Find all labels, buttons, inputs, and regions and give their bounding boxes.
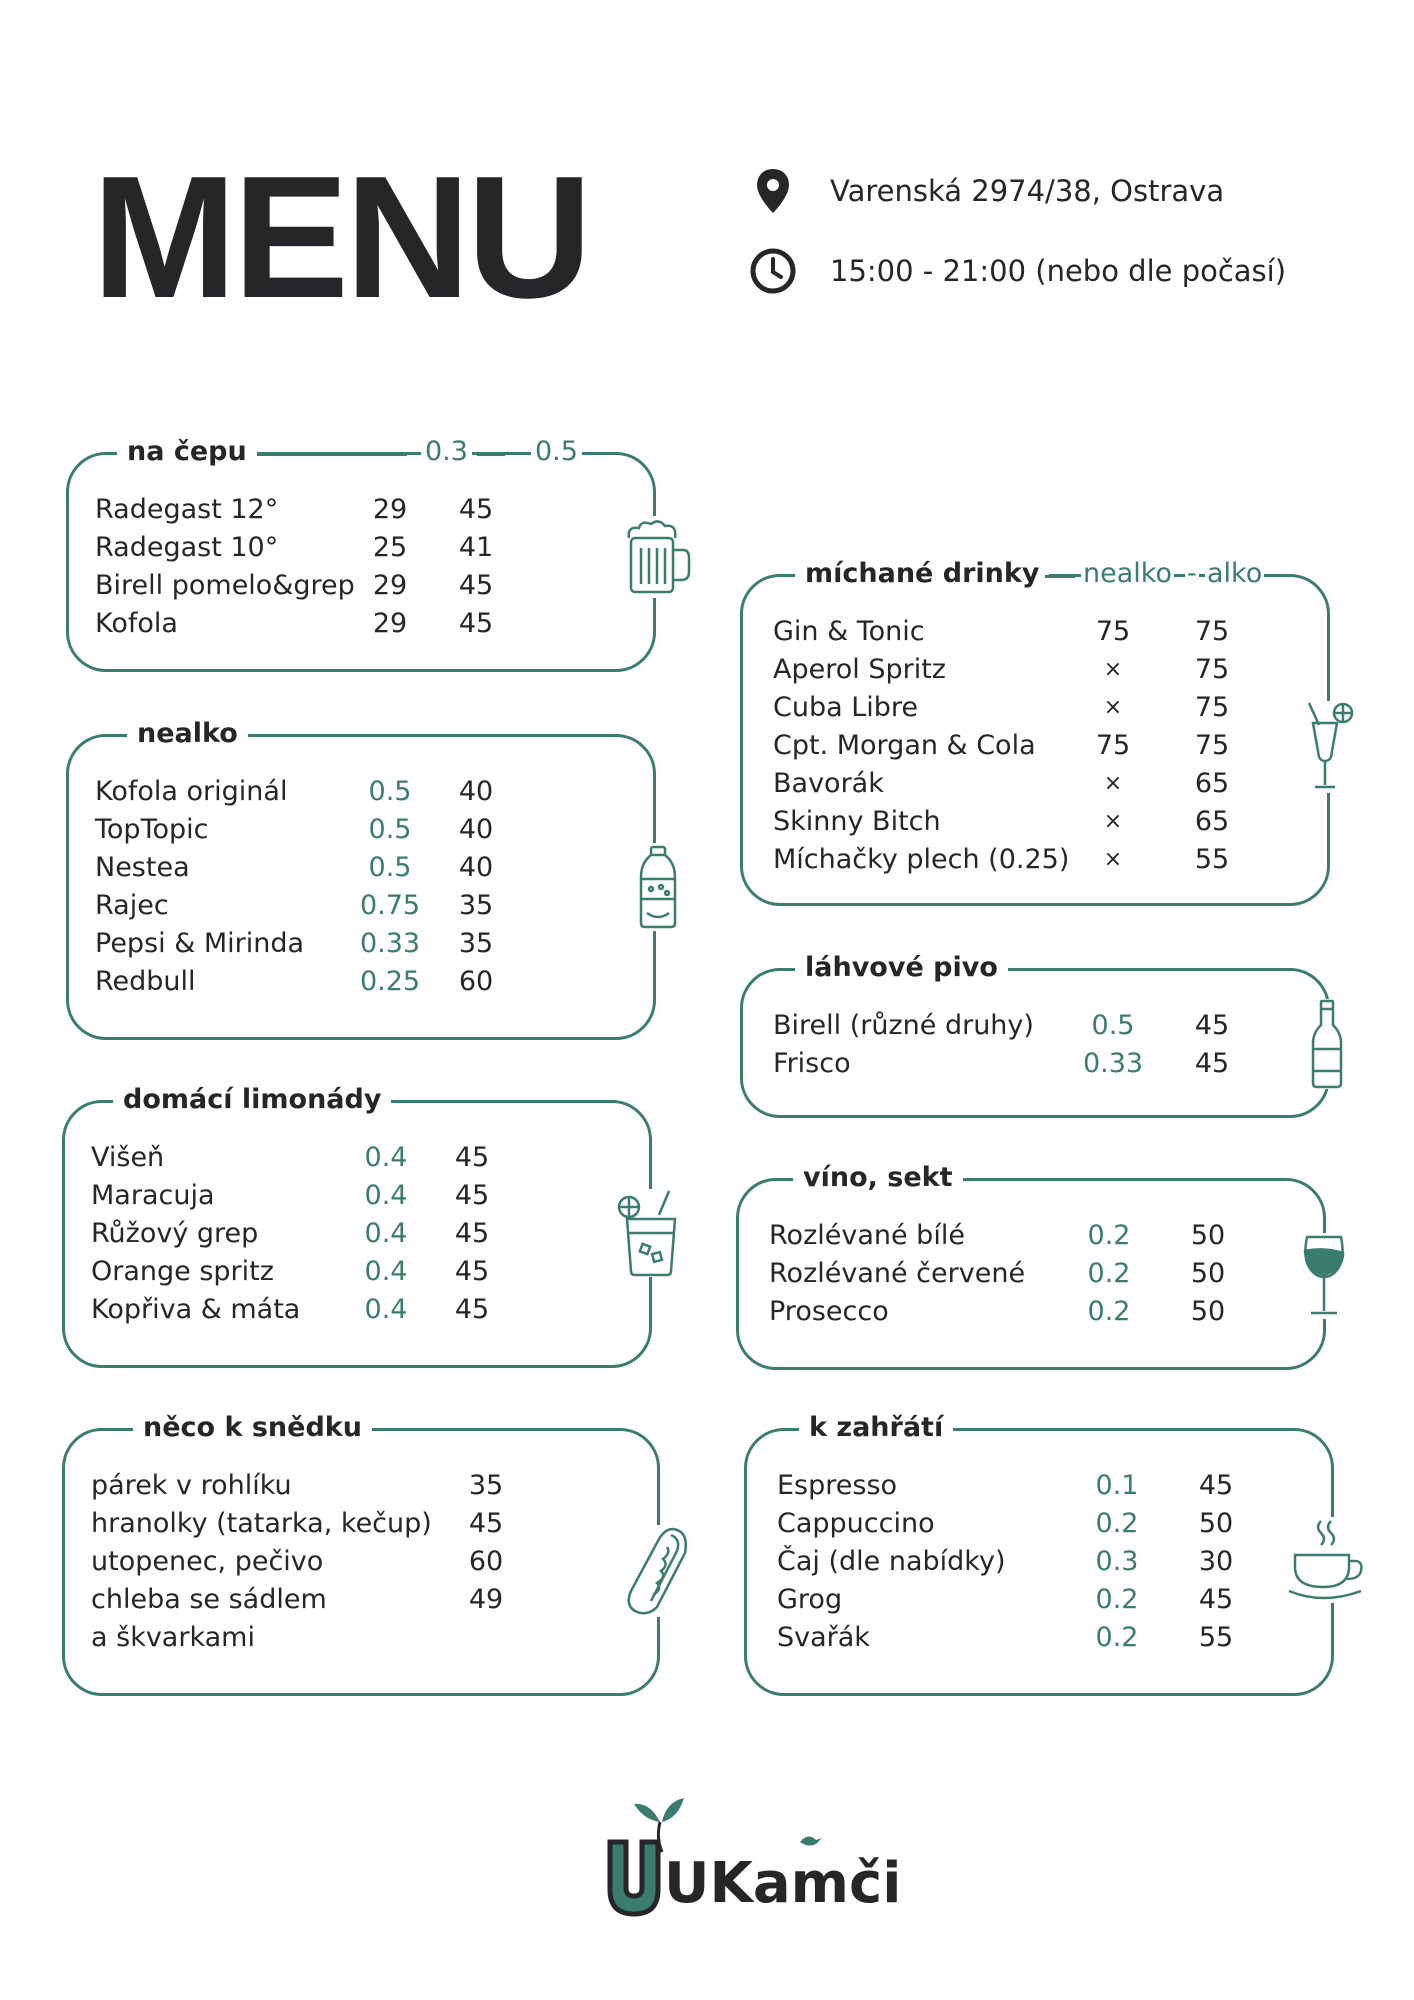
item-name: Birell (různé druhy) — [773, 1010, 1034, 1041]
column-header-separator: - — [1187, 558, 1197, 589]
item-price-small: 29 — [372, 608, 408, 639]
item-name: Višeň — [91, 1142, 165, 1173]
menu-item-row — [65, 1253, 649, 1291]
address-line — [748, 166, 1224, 216]
item-price: 55 — [1198, 1622, 1234, 1653]
item-price: 45 — [1198, 1584, 1234, 1615]
menu-item-row — [739, 1293, 1323, 1331]
section-title: na čepu — [117, 435, 257, 469]
item-price: 30 — [1198, 1546, 1234, 1577]
item-volume: 0.25 — [359, 966, 421, 997]
item-volume: 0.5 — [1091, 1010, 1135, 1041]
coffee-cup-icon — [1287, 1517, 1367, 1603]
item-price: 50 — [1190, 1296, 1226, 1327]
menu-item-row — [69, 925, 653, 963]
menu-item-row — [743, 803, 1327, 841]
item-name: Rozlévané bílé — [769, 1220, 965, 1251]
bottle-icon — [629, 843, 687, 931]
item-price: 75 — [1194, 730, 1230, 761]
item-name: Cuba Libre — [773, 692, 919, 723]
item-name: utopenec, pečivo — [91, 1546, 324, 1577]
menu-item-row — [743, 613, 1327, 651]
item-price-small: × — [1103, 657, 1123, 682]
section-k-zahrati — [744, 1412, 1334, 1696]
item-price-small: 75 — [1095, 616, 1131, 647]
item-volume: 0.2 — [1087, 1258, 1131, 1289]
item-volume: 0.4 — [364, 1218, 408, 1249]
item-name: Birell pomelo&grep — [95, 570, 355, 601]
item-name: Frisco — [773, 1048, 851, 1079]
section-lahvove-pivo — [740, 952, 1330, 1118]
menu-item-row — [743, 841, 1327, 879]
section-title: domácí limonády — [113, 1083, 391, 1117]
item-name: Růžový grep — [91, 1218, 259, 1249]
item-volume: 0.2 — [1095, 1508, 1139, 1539]
item-price: 45 — [1198, 1470, 1234, 1501]
item-volume: 0.75 — [359, 890, 421, 921]
item-volume: 0.2 — [1087, 1296, 1131, 1327]
menu-item-row — [747, 1619, 1331, 1657]
item-name: Kofola — [95, 608, 178, 639]
menu-item-row — [69, 605, 653, 643]
menu-item-row — [65, 1581, 657, 1619]
menu-item-row — [69, 529, 653, 567]
item-price: 50 — [1190, 1258, 1226, 1289]
menu-item-row — [743, 1007, 1327, 1045]
item-price: 49 — [468, 1584, 504, 1615]
section-title: míchané drinky — [795, 557, 1049, 591]
hotdog-icon — [623, 1525, 693, 1617]
item-name: Orange spritz — [91, 1256, 274, 1287]
item-name: Skinny Bitch — [773, 806, 941, 837]
section-title: víno, sekt — [793, 1161, 963, 1195]
item-name: Pepsi & Mirinda — [95, 928, 305, 959]
beer-mug-icon — [621, 516, 697, 598]
item-name: párek v rohlíku — [91, 1470, 292, 1501]
menu-item-row — [747, 1467, 1331, 1505]
menu-item-row — [65, 1215, 649, 1253]
item-name: Bavorák — [773, 768, 884, 799]
item-price-small: × — [1103, 771, 1123, 796]
menu-item-row — [743, 727, 1327, 765]
section-michane-drinky — [740, 558, 1330, 906]
item-name: Radegast 12° — [95, 494, 279, 525]
item-volume: 0.4 — [364, 1256, 408, 1287]
item-volume: 0.33 — [1082, 1048, 1144, 1079]
section-neco-k-snedku — [62, 1412, 660, 1696]
lemonade-icon — [613, 1189, 689, 1277]
item-name: Rajec — [95, 890, 169, 921]
item-price: 41 — [458, 532, 494, 563]
item-volume: 0.5 — [368, 852, 412, 883]
item-name: Prosecco — [769, 1296, 889, 1327]
item-price: 40 — [458, 814, 494, 845]
menu-item-row — [743, 651, 1327, 689]
item-name: Redbull — [95, 966, 196, 997]
item-price-small: × — [1103, 809, 1123, 834]
menu-item-row — [69, 773, 653, 811]
address-text: Varenská 2974/38, Ostrava — [830, 174, 1225, 208]
menu-item-row — [65, 1505, 657, 1543]
item-name: Cappuccino — [777, 1508, 935, 1539]
menu-item-row — [69, 567, 653, 605]
item-name: Svařák — [777, 1622, 870, 1653]
item-price: 50 — [1198, 1508, 1234, 1539]
hours-text: 15:00 - 21:00 (nebo dle počasí) — [830, 254, 1287, 288]
section-vino-sekt — [736, 1162, 1326, 1370]
item-volume: 0.5 — [368, 814, 412, 845]
menu-item-row — [65, 1543, 657, 1581]
item-volume: 0.5 — [368, 776, 412, 807]
logo-text: UKamči — [664, 1851, 902, 1916]
item-price-small: × — [1103, 695, 1123, 720]
item-volume: 0.2 — [1095, 1584, 1139, 1615]
menu-item-row — [739, 1217, 1323, 1255]
menu-item-row — [739, 1255, 1323, 1293]
section-na-cepu — [66, 436, 656, 672]
item-price: 45 — [468, 1508, 504, 1539]
item-name: Míchačky plech (0.25) — [773, 844, 1070, 875]
column-header: 0.3 — [421, 435, 472, 469]
section-nealko — [66, 718, 656, 1040]
item-price: 50 — [1190, 1220, 1226, 1251]
item-name: Kopřiva & máta — [91, 1294, 301, 1325]
item-name: Radegast 10° — [95, 532, 279, 563]
location-pin-icon — [748, 166, 798, 216]
item-price: 45 — [458, 494, 494, 525]
item-price: 65 — [1194, 768, 1230, 799]
item-name: Gin & Tonic — [773, 616, 925, 647]
menu-item-row — [65, 1619, 657, 1657]
section-title: nealko — [127, 717, 248, 751]
column-header: 0.5 — [531, 435, 582, 469]
wine-glass-icon — [1299, 1233, 1349, 1319]
item-name: Nestea — [95, 852, 190, 883]
menu-item-row — [65, 1467, 657, 1505]
menu-item-row — [69, 963, 653, 1001]
item-name: Aperol Spritz — [773, 654, 946, 685]
menu-item-row — [747, 1581, 1331, 1619]
section-domaci-limonady — [62, 1084, 652, 1368]
item-name: TopTopic — [95, 814, 209, 845]
item-name: a škvarkami — [91, 1622, 255, 1653]
item-name: Grog — [777, 1584, 843, 1615]
section-title: něco k snědku — [133, 1411, 372, 1445]
clock-icon — [748, 246, 798, 296]
item-price: 40 — [458, 776, 494, 807]
item-volume: 0.4 — [364, 1142, 408, 1173]
item-price-small: 75 — [1095, 730, 1131, 761]
item-price: 75 — [1194, 654, 1230, 685]
menu-item-row — [65, 1139, 649, 1177]
item-price: 35 — [458, 890, 494, 921]
item-name: Rozlévané červené — [769, 1258, 1026, 1289]
item-price: 65 — [1194, 806, 1230, 837]
menu-item-row — [743, 689, 1327, 727]
cocktail-icon — [1305, 701, 1359, 793]
item-name: Čaj (dle nabídky) — [777, 1546, 1006, 1577]
item-price-small: 29 — [372, 570, 408, 601]
item-price-small: 25 — [372, 532, 408, 563]
menu-item-row — [69, 491, 653, 529]
item-volume: 0.1 — [1095, 1470, 1139, 1501]
item-name: Cpt. Morgan & Cola — [773, 730, 1036, 761]
item-price: 45 — [458, 608, 494, 639]
item-price: 55 — [1194, 844, 1230, 875]
item-price: 60 — [468, 1546, 504, 1577]
menu-item-row — [69, 811, 653, 849]
menu-item-row — [747, 1505, 1331, 1543]
item-price: 45 — [454, 1218, 490, 1249]
item-price: 45 — [458, 570, 494, 601]
item-price: 75 — [1194, 692, 1230, 723]
menu-item-row — [69, 887, 653, 925]
menu-item-row — [69, 849, 653, 887]
item-price: 45 — [1194, 1010, 1230, 1041]
beer-bottle-icon — [1309, 999, 1345, 1089]
item-price: 45 — [454, 1180, 490, 1211]
item-name: Espresso — [777, 1470, 898, 1501]
item-price: 45 — [454, 1294, 490, 1325]
item-price: 45 — [454, 1142, 490, 1173]
item-volume: 0.2 — [1087, 1220, 1131, 1251]
section-title: láhvové pivo — [795, 951, 1008, 985]
item-name: hranolky (tatarka, kečup) — [91, 1508, 432, 1539]
item-name: Maracuja — [91, 1180, 215, 1211]
page-title: MENU — [92, 139, 589, 334]
section-title: k zahřátí — [799, 1411, 953, 1445]
menu-item-row — [747, 1543, 1331, 1581]
item-price-small: 29 — [372, 494, 408, 525]
item-volume: 0.4 — [364, 1294, 408, 1325]
item-name: chleba se sádlem — [91, 1584, 327, 1615]
item-price: 35 — [468, 1470, 504, 1501]
menu-item-row — [65, 1177, 649, 1215]
ukamci-logo — [604, 1792, 902, 1922]
item-price: 35 — [458, 928, 494, 959]
item-price: 40 — [458, 852, 494, 883]
item-volume: 0.4 — [364, 1180, 408, 1211]
item-volume: 0.3 — [1095, 1546, 1139, 1577]
item-price: 45 — [454, 1256, 490, 1287]
menu-item-row — [743, 765, 1327, 803]
column-header: alko — [1207, 558, 1263, 589]
column-header: nealko — [1083, 558, 1172, 589]
item-price: 60 — [458, 966, 494, 997]
item-price-small: × — [1103, 847, 1123, 872]
menu-item-row — [743, 1045, 1327, 1083]
item-volume: 0.2 — [1095, 1622, 1139, 1653]
menu-item-row — [65, 1291, 649, 1329]
item-price: 45 — [1194, 1048, 1230, 1079]
item-price: 75 — [1194, 616, 1230, 647]
hours-line — [748, 246, 1286, 296]
item-volume: 0.33 — [359, 928, 421, 959]
item-name: Kofola originál — [95, 776, 288, 807]
